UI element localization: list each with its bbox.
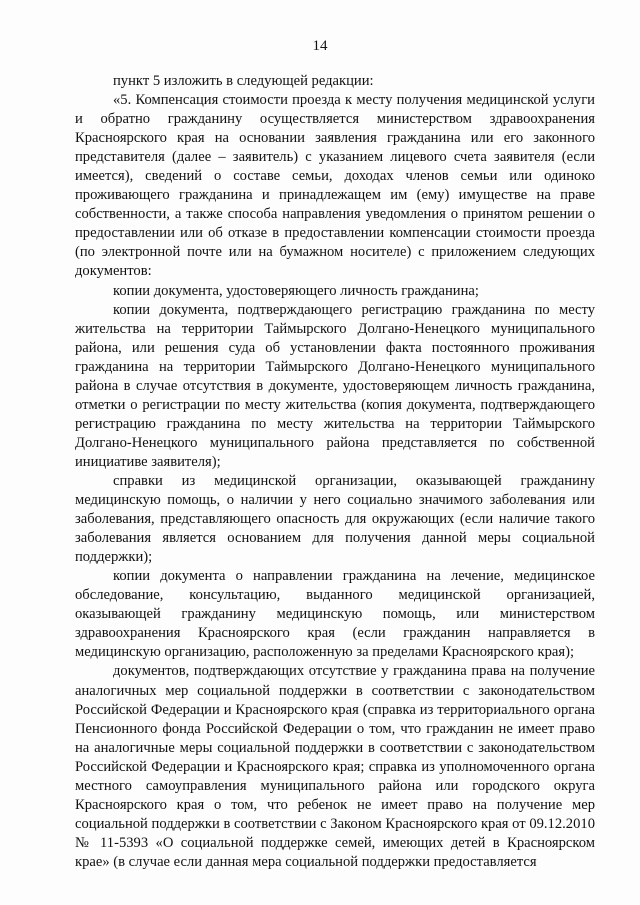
- document-body: [75, 72, 595, 872]
- paragraph-referral-document: копии документа о направлении гражданина на лечение, медицинское обследование, консультацию, выданного медицинской организацией, оказывающей гражданину медицинскую помощь, или министерством здравоохранения Красноярского края (если гражданин направляется в медицинскую организацию, расположенную за пределами Красноярского края);: [75, 568, 595, 661]
- paragraph-registration-document: копии документа, подтверждающего регистрацию гражданина по месту жительства на территории Таймырского Долгано-Ненецкого муниципального района, или решения суда об установлении факта постоянного проживания гражданина на территории Таймырского Долгано-Ненецкого муниципального района в случае отсутствия в документе, удостоверяющем личность гражданина, отметки о регистрации по месту жительства (копия документа, подтверждающего регистрацию гражданина по месту жительства на территории Таймырского Долгано-Ненецкого муниципального района представляется по собственной инициативе заявителя);: [75, 301, 595, 470]
- paragraph-identity-document: копии документа, удостоверяющего личность гражданина;: [113, 282, 479, 299]
- paragraph-medical-certificate: справки из медицинской организации, оказывающей гражданину медицинскую помощь, о наличии у него социально значимого заболевания или заболевания, представляющего опасность для окружающих (если наличие такого заболевания является основанием для получения данной меры социальной поддержки);: [75, 472, 595, 566]
- paragraph-no-entitlement-documents: документов, подтверждающих отсутствие у гражданина права на получение аналогичных мер социальной поддержки в соответствии с законодательством Российской Федерации и Красноярского края (справка из территориального органа Пенсионного фонда Российской Федерации о том, что гражданин не имеет право на аналогичные меры социальной поддержки в соответствии с законодательством Российской Федерации и Красноярского края; справка из уполномоченного органа местного самоуправления муниципального района или городского округа Красноярского края о том, что ребенок не имеет право на получение мер социальной поддержки в соответствии с Законом Красноярского края от 09.12.2010 № 11-5393 «О социальной поддержке семей, имеющих детей в Красноярском крае» (в случае если данная мера социальной поддержки предоставляется: [75, 663, 595, 870]
- page-number: 14: [312, 38, 328, 54]
- paragraph-item-5: «5. Компенсация стоимости проезда к месту получения медицинской услуги и обратно гражданину осуществляется министерством здравоохранения Красноярского края на основании заявления гражданина или его законного представителя (далее – заявитель) с указанием лицевого счета заявителя (если имеется), сведений о составе семьи, доходах членов семьи или одиноко проживающего гражданина и принадлежащем им (ему) имуществе на праве собственности, а также способа направления уведомления о принятом решении о предоставлении или об отказе в предоставлении компенсации стоимости проезда (по электронной почте или на бумажном носителе) с приложением следующих документов:: [75, 92, 595, 280]
- paragraph-intro: пункт 5 изложить в следующей редакции:: [113, 73, 374, 89]
